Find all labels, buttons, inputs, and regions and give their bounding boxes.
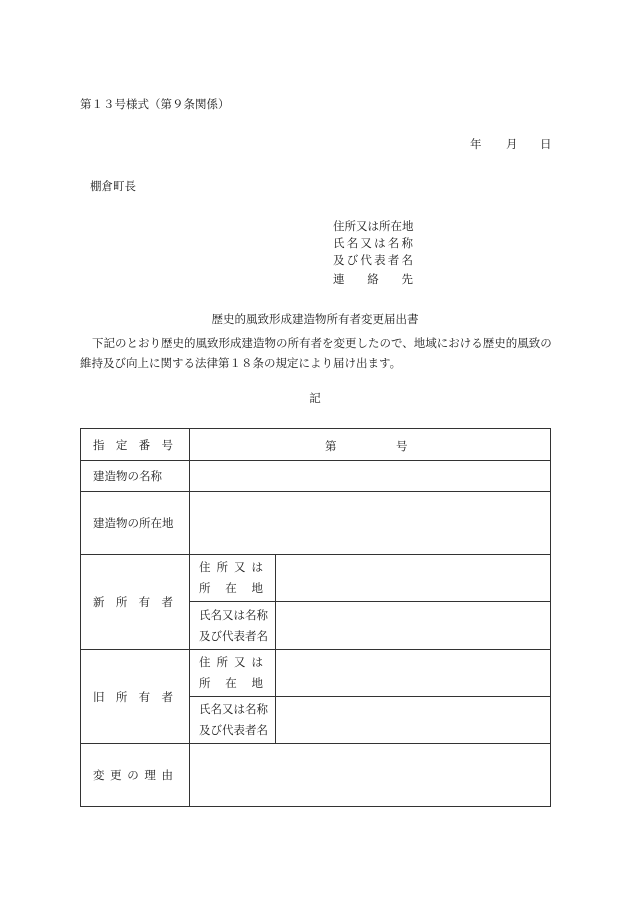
addressee: 棚倉町長 bbox=[90, 179, 136, 193]
building-name-value-cell[interactable] bbox=[190, 461, 551, 492]
new-owner-address-line2: 所在地 bbox=[199, 581, 263, 595]
designation-label-cell bbox=[81, 429, 190, 461]
new-owner-name-line2: 及び代表者名 bbox=[199, 628, 268, 643]
old-owner-address-value-cell[interactable] bbox=[276, 650, 551, 697]
designation-prefix: 第 bbox=[325, 438, 337, 453]
designation-suffix: 号 bbox=[396, 438, 408, 453]
document-body: 下記のとおり歴史的風致形成建造物の所有者を変更したので、地域における歴史的風致の維持及び向上に関する法律第１８条の規定により届け出ます。 bbox=[80, 336, 552, 370]
old-owner-name-value-cell[interactable] bbox=[276, 697, 551, 744]
old-owner-address-line2: 所在地 bbox=[199, 676, 263, 690]
old-owner-label-cell bbox=[81, 650, 190, 744]
new-owner-label: 新所有者 bbox=[93, 595, 173, 609]
new-owner-address-value-cell[interactable] bbox=[276, 555, 551, 602]
designation-value-cell[interactable] bbox=[190, 429, 551, 461]
new-owner-name-label-cell bbox=[190, 602, 276, 650]
sender-name-label: 氏名又は名称 bbox=[333, 236, 413, 250]
table-row-new-owner-address bbox=[81, 555, 551, 602]
old-owner-label: 旧所有者 bbox=[93, 689, 173, 704]
date-day: 日 bbox=[540, 137, 552, 151]
form-number: 第１３号様式（第９条関係） bbox=[80, 97, 230, 111]
designation-label: 指定番号 bbox=[93, 437, 173, 452]
ki-heading: 記 bbox=[309, 391, 321, 405]
table-row-designation bbox=[81, 429, 551, 461]
document-title: 歴史的風致形成建造物所有者変更届出書 bbox=[211, 312, 419, 326]
reason-label: 変更の理由 bbox=[93, 768, 173, 782]
sender-address-label: 住所又は所在地 bbox=[333, 219, 414, 233]
reason-label-cell bbox=[81, 744, 190, 807]
date-month: 月 bbox=[506, 137, 518, 151]
table-row-building-name bbox=[81, 461, 551, 492]
table-row-building-location bbox=[81, 492, 551, 555]
old-owner-name-line2: 及び代表者名 bbox=[199, 723, 268, 737]
old-owner-name-line1: 氏名又は名称 bbox=[199, 702, 268, 716]
new-owner-label-cell bbox=[81, 555, 190, 650]
new-owner-address-label-cell bbox=[190, 555, 276, 602]
date-year: 年 bbox=[470, 137, 482, 151]
table-row-reason bbox=[81, 744, 551, 807]
notification-table bbox=[80, 428, 551, 807]
old-owner-address-line1: 住所又は bbox=[199, 655, 263, 669]
building-location-label-cell bbox=[81, 492, 190, 555]
sender-representative-label: 及び代表者名 bbox=[333, 253, 413, 267]
building-name-label-cell bbox=[81, 461, 190, 492]
table-row-old-owner-address bbox=[81, 650, 551, 697]
old-owner-name-label-cell bbox=[190, 697, 276, 744]
building-location-value-cell[interactable] bbox=[190, 492, 551, 555]
new-owner-name-value-cell[interactable] bbox=[276, 602, 551, 650]
building-location-label: 建造物の所在地 bbox=[93, 516, 174, 530]
building-name-label: 建造物の名称 bbox=[93, 469, 162, 483]
new-owner-address-line1: 住所又は bbox=[199, 560, 263, 574]
reason-value-cell[interactable] bbox=[190, 744, 551, 807]
old-owner-address-label-cell bbox=[190, 650, 276, 697]
new-owner-name-line1: 氏名又は名称 bbox=[199, 607, 268, 622]
sender-contact-label: 連絡先 bbox=[333, 272, 413, 286]
